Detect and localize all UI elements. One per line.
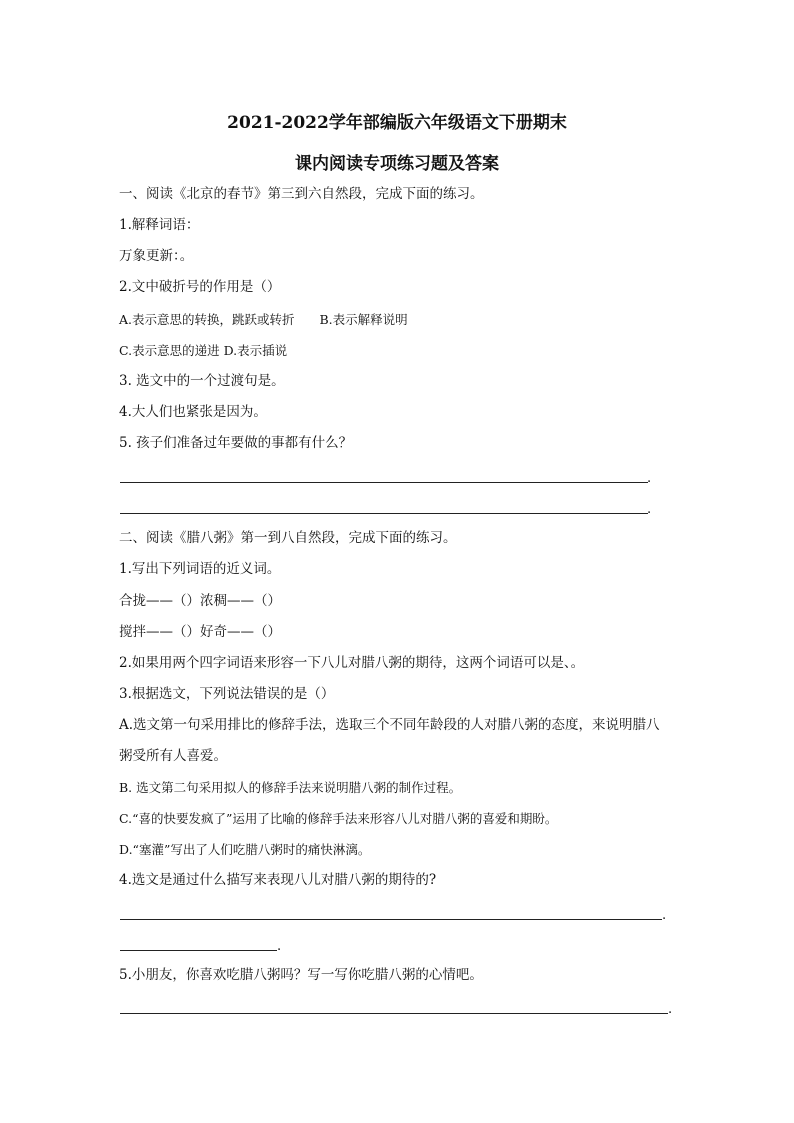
section2-q3-option-a-line1: A.选文第一句采用排比的修辞手法，选取三个不同年龄段的人对腊八粥的态度，来说明腊八 — [119, 717, 660, 733]
section1-q2: 2.文中破折号的作用是（） — [119, 279, 281, 295]
section2-q3-option-a-line2: 粥受所有人喜爱。 — [119, 748, 227, 764]
section1-q1: 1.解释词语： — [119, 217, 200, 233]
answer-line-period: . — [668, 1002, 673, 1017]
section2-heading: 二、阅读《腊八粥》第一到八自然段，完成下面的练习。 — [119, 530, 457, 546]
answer-line[interactable] — [120, 919, 662, 920]
section1-heading: 一、阅读《北京的春节》第三到六自然段，完成下面的练习。 — [119, 186, 484, 202]
answer-line-period: . — [647, 502, 652, 517]
answer-line[interactable] — [120, 513, 648, 514]
section1-q3: 3. 选文中的一个过渡句是。 — [119, 373, 285, 389]
section2-q1: 1.写出下列词语的近义词。 — [119, 561, 281, 577]
section2-q5: 5.小朋友，你喜欢吃腊八粥吗？写一写你吃腊八粥的心情吧。 — [119, 967, 483, 983]
section1-q2-options-ab: A.表示意思的转换，跳跃或转折 B.表示解释说明 — [119, 312, 408, 327]
section1-q5: 5. 孩子们准备过年要做的事都有什么？ — [119, 435, 353, 451]
section2-q1-row2: 搅拌——（）好奇——（） — [119, 624, 281, 640]
section2-q3: 3.根据选文，下列说法错误的是（） — [119, 686, 335, 702]
answer-line-period: . — [662, 908, 667, 923]
section2-q4: 4.选文是通过什么描写来表现八儿对腊八粥的期待的? — [119, 872, 437, 888]
answer-line-short[interactable] — [120, 950, 277, 951]
section1-q4: 4.大人们也紧张是因为。 — [119, 404, 267, 420]
answer-line[interactable] — [120, 1013, 668, 1014]
section2-q3-option-d: D.“塞灌”写出了人们吃腊八粥时的痛快淋漓。 — [119, 842, 371, 857]
section1-q2-options-cd: C.表示意思的递进 D.表示插说 — [119, 343, 288, 358]
answer-line[interactable] — [120, 482, 648, 483]
section1-q1-item: 万象更新：。 — [119, 248, 194, 264]
answer-line-period: . — [277, 939, 282, 954]
section2-q3-option-b: B. 选文第二句采用拟人的修辞手法来说明腊八粥的制作过程。 — [119, 780, 462, 795]
answer-line-period: . — [647, 471, 652, 486]
document-title-line2: 课内阅读专项练习题及答案 — [295, 154, 499, 174]
section2-q3-option-c: C.“喜的快要发疯了”运用了比喻的修辞手法来形容八儿对腊八粥的喜爱和期盼。 — [119, 811, 558, 826]
document-title-line1: 2021-2022学年部编版六年级语文下册期末 — [227, 113, 567, 133]
section2-q2: 2.如果用两个四字词语来形容一下八儿对腊八粥的期待，这两个词语可以是、。 — [119, 655, 585, 671]
section2-q1-row1: 合拢——（）浓稠——（） — [119, 593, 281, 609]
